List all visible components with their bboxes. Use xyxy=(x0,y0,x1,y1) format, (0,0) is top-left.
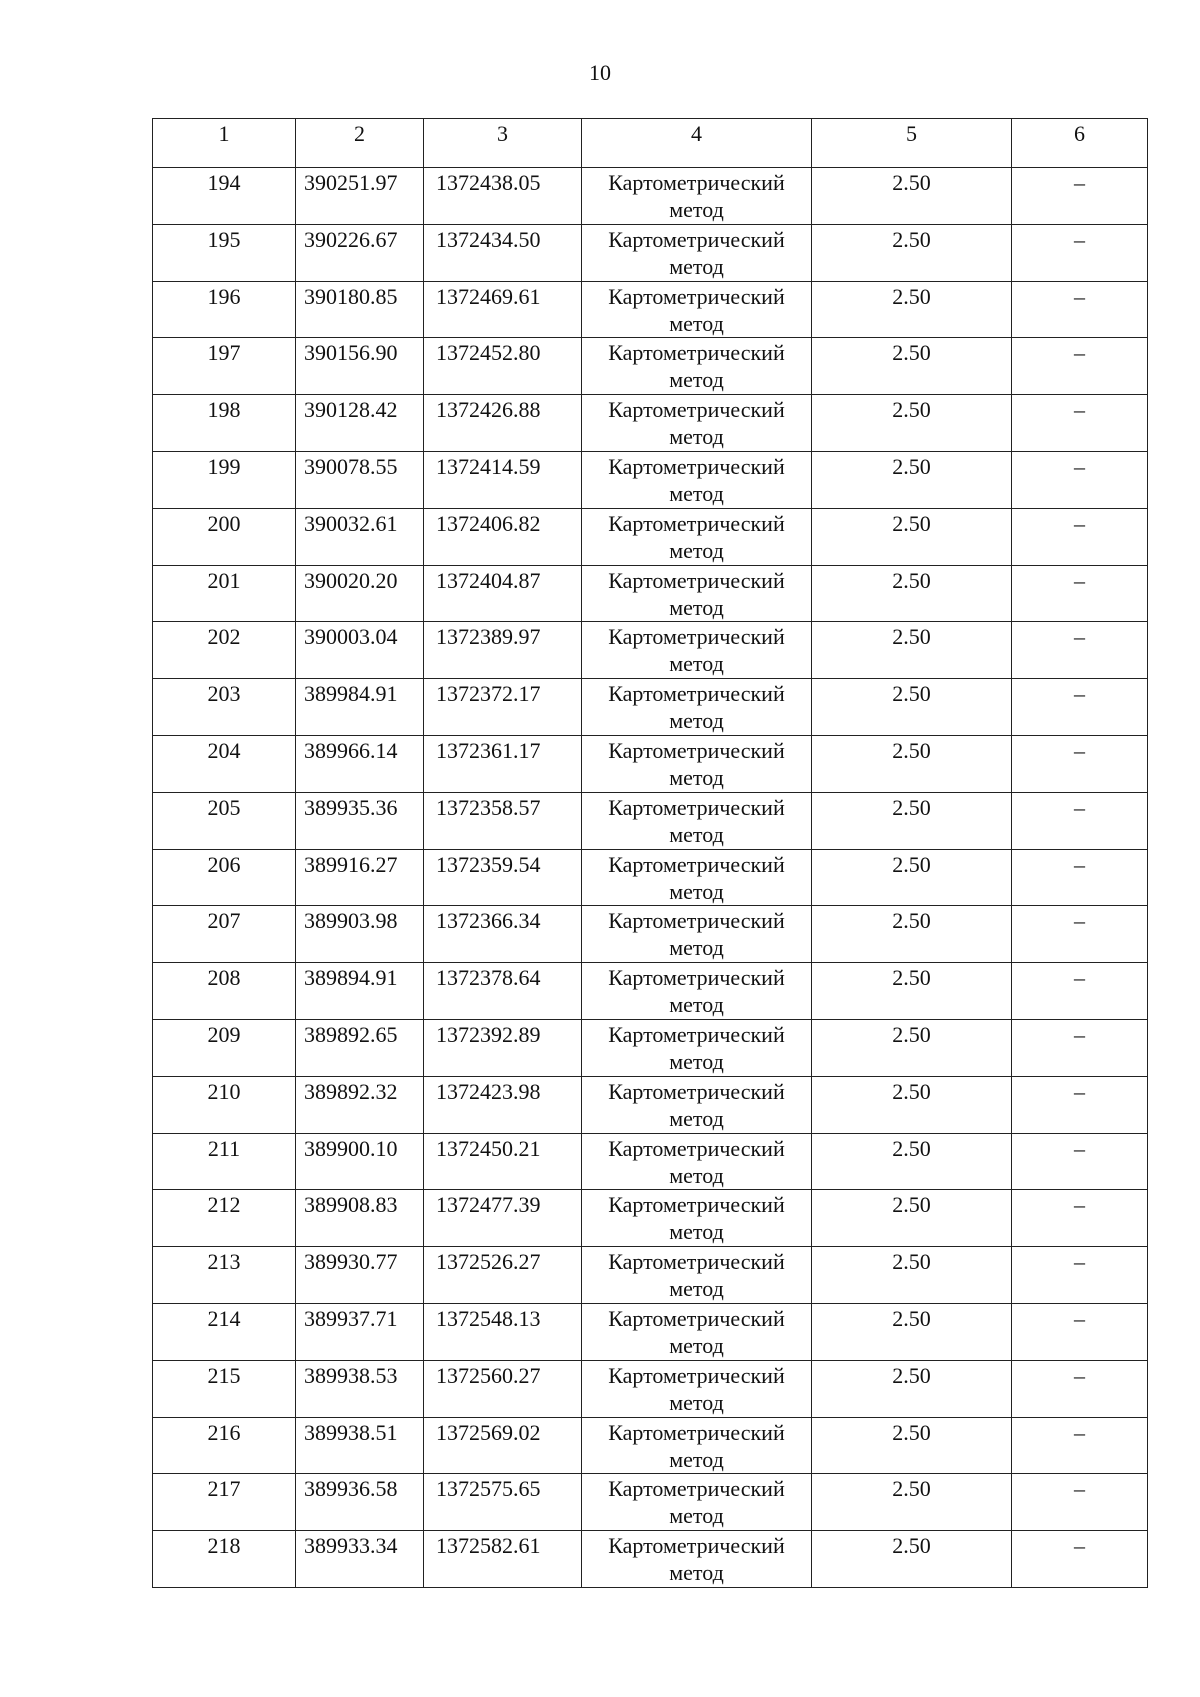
point-number-cell: 216 xyxy=(153,1417,296,1474)
y-coordinate-cell: 1372414.59 xyxy=(424,451,582,508)
method-cell xyxy=(582,735,812,792)
accuracy-cell: 2.50 xyxy=(812,1247,1012,1304)
column-header: 3 xyxy=(424,119,582,168)
method-line-2: метод xyxy=(669,1389,724,1415)
table-row xyxy=(153,792,1148,849)
description-cell: – xyxy=(1012,679,1148,736)
table-row xyxy=(153,281,1148,338)
method-line-2: метод xyxy=(669,1048,724,1074)
y-coordinate-cell: 1372477.39 xyxy=(424,1190,582,1247)
accuracy-cell: 2.50 xyxy=(812,1190,1012,1247)
point-number-cell: 211 xyxy=(153,1133,296,1190)
description-cell: – xyxy=(1012,1247,1148,1304)
method-line-2: метод xyxy=(669,1503,724,1529)
description-cell: – xyxy=(1012,622,1148,679)
table-row xyxy=(153,849,1148,906)
y-coordinate-cell: 1372426.88 xyxy=(424,395,582,452)
table-row xyxy=(153,1190,1148,1247)
method-line-2: метод xyxy=(669,310,724,336)
point-number-cell: 202 xyxy=(153,622,296,679)
method-cell xyxy=(582,281,812,338)
y-coordinate-cell: 1372392.89 xyxy=(424,1019,582,1076)
accuracy-cell: 2.50 xyxy=(812,224,1012,281)
accuracy-cell: 2.50 xyxy=(812,1019,1012,1076)
method-line-1: Картометрический xyxy=(608,340,785,366)
table-row xyxy=(153,1360,1148,1417)
method-line-2: метод xyxy=(669,1446,724,1472)
x-coordinate-cell: 389937.71 xyxy=(296,1303,424,1360)
table-row xyxy=(153,508,1148,565)
point-number-cell: 199 xyxy=(153,451,296,508)
method-line-2: метод xyxy=(669,1162,724,1188)
x-coordinate-cell: 389938.51 xyxy=(296,1417,424,1474)
method-line-2: метод xyxy=(669,1219,724,1245)
x-coordinate-cell: 389936.58 xyxy=(296,1474,424,1531)
method-line-2: метод xyxy=(669,708,724,734)
x-coordinate-cell: 390003.04 xyxy=(296,622,424,679)
y-coordinate-cell: 1372358.57 xyxy=(424,792,582,849)
x-coordinate-cell: 389935.36 xyxy=(296,792,424,849)
description-cell: – xyxy=(1012,168,1148,225)
description-cell: – xyxy=(1012,792,1148,849)
method-line-1: Картометрический xyxy=(608,965,785,991)
table-row xyxy=(153,168,1148,225)
x-coordinate-cell: 390128.42 xyxy=(296,395,424,452)
description-cell: – xyxy=(1012,735,1148,792)
method-line-2: метод xyxy=(669,424,724,450)
method-cell xyxy=(582,622,812,679)
description-cell: – xyxy=(1012,1076,1148,1133)
y-coordinate-cell: 1372434.50 xyxy=(424,224,582,281)
method-line-2: метод xyxy=(669,197,724,222)
column-header: 6 xyxy=(1012,119,1148,168)
method-cell xyxy=(582,224,812,281)
method-cell xyxy=(582,1474,812,1531)
x-coordinate-cell: 389933.34 xyxy=(296,1531,424,1588)
accuracy-cell: 2.50 xyxy=(812,1417,1012,1474)
table-row xyxy=(153,906,1148,963)
point-number-cell: 209 xyxy=(153,1019,296,1076)
description-cell: – xyxy=(1012,963,1148,1020)
method-line-1: Картометрический xyxy=(608,1419,785,1445)
y-coordinate-cell: 1372406.82 xyxy=(424,508,582,565)
method-line-1: Картометрический xyxy=(608,681,785,707)
method-line-2: метод xyxy=(669,651,724,677)
point-number-cell: 197 xyxy=(153,338,296,395)
column-header: 5 xyxy=(812,119,1012,168)
x-coordinate-cell: 389892.32 xyxy=(296,1076,424,1133)
accuracy-cell: 2.50 xyxy=(812,508,1012,565)
description-cell: – xyxy=(1012,1190,1148,1247)
accuracy-cell: 2.50 xyxy=(812,281,1012,338)
x-coordinate-cell: 389903.98 xyxy=(296,906,424,963)
y-coordinate-cell: 1372361.17 xyxy=(424,735,582,792)
x-coordinate-cell: 390020.20 xyxy=(296,565,424,622)
y-coordinate-cell: 1372526.27 xyxy=(424,1247,582,1304)
table-body xyxy=(153,168,1148,1588)
method-line-2: метод xyxy=(669,764,724,790)
x-coordinate-cell: 389938.53 xyxy=(296,1360,424,1417)
method-line-2: метод xyxy=(669,992,724,1018)
x-coordinate-cell: 389984.91 xyxy=(296,679,424,736)
method-line-1: Картометрический xyxy=(608,1021,785,1047)
description-cell: – xyxy=(1012,281,1148,338)
y-coordinate-cell: 1372582.61 xyxy=(424,1531,582,1588)
point-number-cell: 207 xyxy=(153,906,296,963)
y-coordinate-cell: 1372366.34 xyxy=(424,906,582,963)
method-line-2: метод xyxy=(669,1332,724,1358)
accuracy-cell: 2.50 xyxy=(812,1133,1012,1190)
y-coordinate-cell: 1372404.87 xyxy=(424,565,582,622)
accuracy-cell: 2.50 xyxy=(812,792,1012,849)
y-coordinate-cell: 1372548.13 xyxy=(424,1303,582,1360)
method-cell xyxy=(582,1076,812,1133)
point-number-cell: 214 xyxy=(153,1303,296,1360)
x-coordinate-cell: 389916.27 xyxy=(296,849,424,906)
method-line-1: Картометрический xyxy=(608,567,785,593)
x-coordinate-cell: 389892.65 xyxy=(296,1019,424,1076)
method-line-1: Картометрический xyxy=(608,1078,785,1104)
table-row xyxy=(153,1474,1148,1531)
method-line-2: метод xyxy=(669,537,724,563)
x-coordinate-cell: 389930.77 xyxy=(296,1247,424,1304)
method-line-2: метод xyxy=(669,821,724,847)
description-cell: – xyxy=(1012,338,1148,395)
column-header: 4 xyxy=(582,119,812,168)
x-coordinate-cell: 390180.85 xyxy=(296,281,424,338)
point-number-cell: 205 xyxy=(153,792,296,849)
y-coordinate-cell: 1372569.02 xyxy=(424,1417,582,1474)
method-cell xyxy=(582,1417,812,1474)
method-cell xyxy=(582,906,812,963)
y-coordinate-cell: 1372423.98 xyxy=(424,1076,582,1133)
x-coordinate-cell: 390078.55 xyxy=(296,451,424,508)
method-line-2: метод xyxy=(669,594,724,620)
method-line-1: Картометрический xyxy=(608,1305,785,1331)
point-number-cell: 212 xyxy=(153,1190,296,1247)
method-line-1: Картометрический xyxy=(608,170,785,195)
method-line-2: метод xyxy=(669,253,724,279)
accuracy-cell: 2.50 xyxy=(812,622,1012,679)
table-row xyxy=(153,1019,1148,1076)
table-row xyxy=(153,395,1148,452)
method-cell xyxy=(582,849,812,906)
point-number-cell: 194 xyxy=(153,168,296,225)
column-header: 2 xyxy=(296,119,424,168)
point-number-cell: 218 xyxy=(153,1531,296,1588)
description-cell: – xyxy=(1012,906,1148,963)
x-coordinate-cell: 389894.91 xyxy=(296,963,424,1020)
table-row xyxy=(153,963,1148,1020)
method-line-1: Картометрический xyxy=(608,226,785,252)
description-cell: – xyxy=(1012,395,1148,452)
method-line-1: Картометрический xyxy=(608,1362,785,1388)
column-header: 1 xyxy=(153,119,296,168)
table-row xyxy=(153,338,1148,395)
y-coordinate-cell: 1372575.65 xyxy=(424,1474,582,1531)
y-coordinate-cell: 1372372.17 xyxy=(424,679,582,736)
y-coordinate-cell: 1372359.54 xyxy=(424,849,582,906)
accuracy-cell: 2.50 xyxy=(812,1360,1012,1417)
point-number-cell: 196 xyxy=(153,281,296,338)
table-header-row xyxy=(153,119,1148,168)
y-coordinate-cell: 1372450.21 xyxy=(424,1133,582,1190)
point-number-cell: 206 xyxy=(153,849,296,906)
x-coordinate-cell: 390156.90 xyxy=(296,338,424,395)
method-line-1: Картометрический xyxy=(608,397,785,423)
y-coordinate-cell: 1372469.61 xyxy=(424,281,582,338)
method-cell xyxy=(582,1303,812,1360)
point-number-cell: 204 xyxy=(153,735,296,792)
method-line-2: метод xyxy=(669,1276,724,1302)
description-cell: – xyxy=(1012,1531,1148,1588)
point-number-cell: 210 xyxy=(153,1076,296,1133)
accuracy-cell: 2.50 xyxy=(812,395,1012,452)
accuracy-cell: 2.50 xyxy=(812,906,1012,963)
accuracy-cell: 2.50 xyxy=(812,1531,1012,1588)
table-row xyxy=(153,451,1148,508)
method-line-1: Картометрический xyxy=(608,1192,785,1218)
method-line-1: Картометрический xyxy=(608,1533,785,1559)
description-cell: – xyxy=(1012,224,1148,281)
method-line-1: Картометрический xyxy=(608,453,785,479)
method-line-2: метод xyxy=(669,1560,724,1586)
accuracy-cell: 2.50 xyxy=(812,168,1012,225)
table-row xyxy=(153,224,1148,281)
point-number-cell: 200 xyxy=(153,508,296,565)
accuracy-cell: 2.50 xyxy=(812,1303,1012,1360)
description-cell: – xyxy=(1012,451,1148,508)
y-coordinate-cell: 1372389.97 xyxy=(424,622,582,679)
method-line-2: метод xyxy=(669,480,724,506)
method-cell xyxy=(582,395,812,452)
method-cell xyxy=(582,338,812,395)
x-coordinate-cell: 390226.67 xyxy=(296,224,424,281)
method-cell xyxy=(582,963,812,1020)
x-coordinate-cell: 389908.83 xyxy=(296,1190,424,1247)
point-number-cell: 201 xyxy=(153,565,296,622)
description-cell: – xyxy=(1012,1133,1148,1190)
point-number-cell: 198 xyxy=(153,395,296,452)
description-cell: – xyxy=(1012,1360,1148,1417)
point-number-cell: 215 xyxy=(153,1360,296,1417)
method-line-2: метод xyxy=(669,878,724,904)
x-coordinate-cell: 389900.10 xyxy=(296,1133,424,1190)
method-cell xyxy=(582,1531,812,1588)
y-coordinate-cell: 1372560.27 xyxy=(424,1360,582,1417)
method-cell xyxy=(582,508,812,565)
method-line-2: метод xyxy=(669,367,724,393)
accuracy-cell: 2.50 xyxy=(812,679,1012,736)
point-number-cell: 195 xyxy=(153,224,296,281)
method-cell xyxy=(582,1133,812,1190)
x-coordinate-cell: 389966.14 xyxy=(296,735,424,792)
method-cell xyxy=(582,565,812,622)
accuracy-cell: 2.50 xyxy=(812,338,1012,395)
accuracy-cell: 2.50 xyxy=(812,735,1012,792)
y-coordinate-cell: 1372378.64 xyxy=(424,963,582,1020)
accuracy-cell: 2.50 xyxy=(812,963,1012,1020)
coordinates-table xyxy=(152,118,1148,1588)
method-cell xyxy=(582,1360,812,1417)
table-row xyxy=(153,1417,1148,1474)
page-number: 10 xyxy=(589,60,611,85)
method-line-1: Картометрический xyxy=(608,510,785,536)
point-number-cell: 213 xyxy=(153,1247,296,1304)
table-row xyxy=(153,1531,1148,1588)
accuracy-cell: 2.50 xyxy=(812,849,1012,906)
table-row xyxy=(153,1303,1148,1360)
table-row xyxy=(153,1133,1148,1190)
point-number-cell: 208 xyxy=(153,963,296,1020)
method-line-1: Картометрический xyxy=(608,624,785,650)
method-line-1: Картометрический xyxy=(608,1135,785,1161)
table-row xyxy=(153,1076,1148,1133)
method-line-1: Картометрический xyxy=(608,851,785,877)
method-cell xyxy=(582,168,812,225)
description-cell: – xyxy=(1012,1303,1148,1360)
table-row xyxy=(153,1247,1148,1304)
y-coordinate-cell: 1372438.05 xyxy=(424,168,582,225)
method-line-1: Картометрический xyxy=(608,908,785,934)
method-cell xyxy=(582,1019,812,1076)
description-cell: – xyxy=(1012,1474,1148,1531)
table-row xyxy=(153,735,1148,792)
accuracy-cell: 2.50 xyxy=(812,1474,1012,1531)
description-cell: – xyxy=(1012,849,1148,906)
point-number-cell: 203 xyxy=(153,679,296,736)
description-cell: – xyxy=(1012,565,1148,622)
description-cell: – xyxy=(1012,1019,1148,1076)
table-row xyxy=(153,622,1148,679)
method-cell xyxy=(582,1247,812,1304)
accuracy-cell: 2.50 xyxy=(812,451,1012,508)
method-cell xyxy=(582,679,812,736)
accuracy-cell: 2.50 xyxy=(812,565,1012,622)
x-coordinate-cell: 390251.97 xyxy=(296,168,424,225)
table-row xyxy=(153,565,1148,622)
y-coordinate-cell: 1372452.80 xyxy=(424,338,582,395)
method-line-2: метод xyxy=(669,1105,724,1131)
accuracy-cell: 2.50 xyxy=(812,1076,1012,1133)
method-cell xyxy=(582,792,812,849)
method-line-1: Картометрический xyxy=(608,794,785,820)
description-cell: – xyxy=(1012,508,1148,565)
description-cell: – xyxy=(1012,1417,1148,1474)
method-line-2: метод xyxy=(669,935,724,961)
method-cell xyxy=(582,451,812,508)
x-coordinate-cell: 390032.61 xyxy=(296,508,424,565)
method-line-1: Картометрический xyxy=(608,1249,785,1275)
method-cell xyxy=(582,1190,812,1247)
method-line-1: Картометрический xyxy=(608,283,785,309)
method-line-1: Картометрический xyxy=(608,737,785,763)
method-line-1: Картометрический xyxy=(608,1476,785,1502)
table-row xyxy=(153,679,1148,736)
point-number-cell: 217 xyxy=(153,1474,296,1531)
